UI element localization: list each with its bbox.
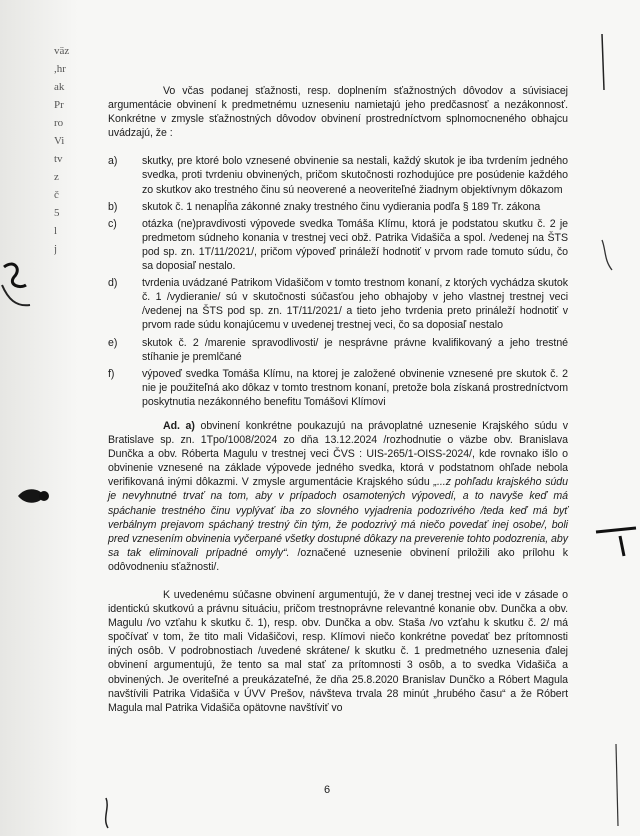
list-item	[108, 276, 568, 332]
scan-edge-mark	[590, 522, 640, 562]
bleed-line: tv	[54, 153, 63, 165]
scan-edge-mark	[96, 794, 126, 834]
closing-paragraph: K uvedenému súčasne obvinení argumentujú, že v danej trestnej veci ide v zásade o identickú skutkovú a právnu situáciu, pričom trestnoprávne relevantné konanie obv. Dunčka a obv. Magulu /vo vzťahu k skutku č. 1), resp. obv. Dunčka a obv. Staša /vo vzťahu k skutku č. 2/ má spočívať v tom, že tito mali Vidašičovi, resp. Klímovi niečo konkrétne povedať bez prítomnosti iných osôb. V podrobnostiach /uvedené skrátene/ k skutku č. 1 predmetného uznesenia ďalej obvinení argumentujú, že tento sa mal stať za prítomnosti 3 osôb, a to svedka Vidašiča a obvinených. Je overiteľné a preukázateľné, že dňa 25.8.2020 Branislav Dunčko a Róbert Magula navštívili Patrika Vidašiča v ÚVV Prešov, návšteva trvala 28 minút „hrubého času“ a že Róbert Magula mal Patrika Vidašiča opätovne navštíviť vo	[108, 589, 568, 714]
list-item	[108, 217, 568, 273]
bleed-line: l	[54, 225, 58, 237]
item-text: tvrdenia uvádzané Patrikom Vidašičom v tomto trestnom konaní, z ktorých vychádza skutok č. 1 /vydieranie/ sú v skutočnosti súčasťou jeho obhajoby v jeho vlastnej trestnej veci /vedenej na ŠTS pod sp. zn. 1T/11/2021/ a tieto jeho tvrdenia preto prináleží hodnotiť v prvom rade súdu konajúcemu v uvedenej trestnej veci, čo sa doposiaľ nestalo	[142, 277, 568, 332]
section-a-heading: Ad. a)	[163, 419, 195, 432]
intro-paragraph: Vo včas podanej sťažnosti, resp. doplnením sťažnostných dôvodov a súvisiacej argumentácie obvinení k predmetnému uzneseniu namietajú jeho predčasnosť a nezákonnosť. Konkrétne v zmysle sťažnostných dôvodov obvinení prostredníctvom splnomocneného obhajcu uvádzajú, že :	[108, 85, 568, 140]
bleed-line: ak	[54, 81, 65, 93]
scan-smudge-mark	[14, 482, 54, 512]
item-text: skutky, pre ktoré bolo vznesené obvinenie sa nestali, každý skutok je iba tvrdením jedného svedka, proti tvrdeniu obvinených, pričom skutočnosti rozhodujúce pre posúdenie každého zo skutkov ako trestného činu sú neoverené a neoveriteľné žiadnym objektívnym dôkazom	[142, 155, 568, 196]
bleed-through-text	[54, 42, 74, 258]
bleed-line: väz	[54, 45, 70, 57]
item-label: b)	[108, 200, 118, 213]
list-item	[108, 367, 568, 409]
section-a-tail: /označené uznesenie obvinení priložili ako prílohu k odôvodneniu sťažnosti/.	[108, 546, 568, 573]
page-number: 6	[323, 784, 331, 796]
section-a-paragraph	[108, 419, 568, 574]
bleed-line: z	[54, 171, 59, 183]
item-text: skutok č. 1 nenapĺňa zákonné znaky trestného činu vydierania podľa § 189 Tr. zákona	[142, 200, 541, 213]
scan-edge-mark	[600, 740, 630, 830]
scan-edge-mark	[588, 30, 628, 100]
item-label: d)	[108, 277, 118, 290]
section-a-lead: obvinení konkrétne poukazujú na právoplatné uznesenie Krajského súdu v Bratislave sp. zn. 1Tpo/1008/2024 zo dňa 13.12.2024 /rozhodnutie o väzbe obv. Branislava Dunčka a obv. Róberta Magulu v trestnej veci ČVS : UIS-265/1-OISS-2024/, kde rovnako išlo o obvinenie vznesené na základe výpovede jedného svedka, ktorá v podstatnom ohľade nebola verifikovaná inými dôkazmi. V zmysle argumentácie Krajského súdu	[108, 419, 568, 489]
bleed-line: ro	[54, 117, 64, 129]
item-text: skutok č. 2 /marenie spravodlivosti/ je nesprávne právne kvalifikovaný a jeho trestné stíhanie je premlčané	[142, 336, 568, 363]
bleed-line: ,hr	[54, 63, 66, 75]
bleed-line: 5	[54, 207, 60, 219]
scan-edge-mark	[590, 236, 630, 276]
item-text: otázka (ne)pravdivosti výpovede svedka Tomáša Klímu, ktorá je podstatou skutku č. 2 je predmetom súdneho konania v trestnej veci obž. Patrika Vidašiča a spol. /vedenej na ŠTS pod sp. zn. 1T/11/2021/, pričom výpoveď prináleží hodnotiť v prvom rade tomuto súdu, čo sa doposiaľ nestalo.	[142, 217, 568, 273]
bleed-line: č	[54, 189, 59, 201]
objections-list	[108, 154, 568, 409]
list-item	[108, 154, 568, 196]
item-text: výpoveď svedka Tomáša Klímu, na ktorej je založené obvinenie vznesené pre skutok č. 2 nie je použiteľná ako dôkaz v tomto trestnom konaní, pretože bola získaná prostredníctvom poskytnutia nezákonného benefitu Tomášovi Klímovi	[142, 367, 568, 408]
list-item	[108, 336, 568, 364]
item-label: e)	[108, 336, 118, 349]
bleed-line: Pr	[54, 99, 64, 111]
item-label: c)	[108, 217, 117, 230]
bleed-line: j	[54, 243, 58, 255]
section-a-quote: „...z pohľadu krajského súdu je nevyhnutné trvať na tom, aby v prípadoch osamotených výpovedí, a to navyše keď má spáchanie trestného činu vyplývať iba zo slovného vyjadrenia podozrivého /teda keď má byť verbálnym prejavom spáchaný trestný čin tým, že podozrivý má niečo povedať inej osobe/, boli pred vznesením obvinenia vyčerpané všetky dostupné dôkazy na preverenie tohto podozrenia, aby sa tak eliminovali prípadné omyly“.	[108, 476, 568, 559]
item-label: a)	[108, 155, 118, 168]
list-item	[108, 200, 568, 214]
document-body	[108, 84, 568, 725]
scan-smudge-mark	[0, 255, 40, 315]
item-label: f)	[108, 367, 115, 380]
bleed-line: Vi	[54, 135, 65, 147]
